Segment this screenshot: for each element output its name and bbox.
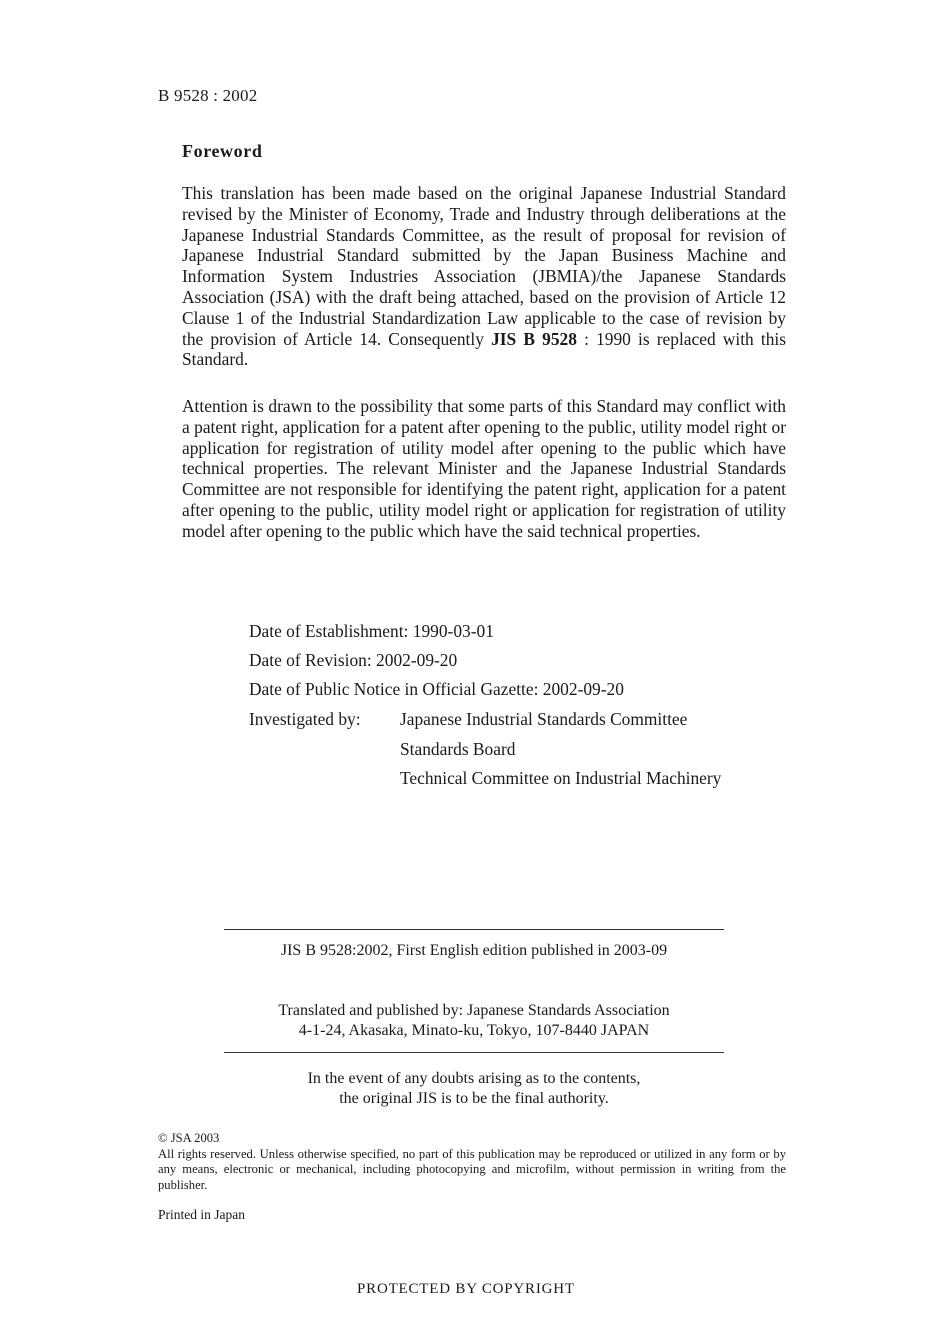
- standard-code: B 9528 : 2002: [158, 86, 258, 105]
- dates-block: [249, 620, 624, 707]
- date-establishment: [249, 620, 624, 649]
- date-gazette: [249, 678, 624, 707]
- date-revision-label: Date of Revision:: [249, 650, 372, 670]
- authority-note: [224, 1069, 724, 1109]
- investigated-label: Investigated by:: [249, 709, 361, 729]
- publisher-line-1: Translated and published by: Japanese Standards Association: [278, 1002, 670, 1019]
- investigated-line-3: Technical Committee on Industrial Machinery: [400, 768, 722, 788]
- investigated-line-2: Standards Board: [400, 738, 516, 759]
- protected-notice: PROTECTED BY COPYRIGHT: [357, 1281, 575, 1297]
- printed-in: Printed in Japan: [158, 1207, 245, 1222]
- investigated-line-1: Japanese Industrial Standards Committee: [400, 709, 688, 729]
- foreword-title: Foreword: [182, 141, 263, 161]
- copyright-owner: © JSA 2003: [158, 1131, 220, 1145]
- date-revision-value: 2002-09-20: [376, 650, 458, 670]
- date-gazette-label: Date of Public Notice in Official Gazette:: [249, 679, 539, 699]
- date-establishment-label: Date of Establishment:: [249, 621, 409, 641]
- copyright-block: [158, 1131, 786, 1193]
- foreword-p1-text: This translation has been made based on the original Japanese Industrial Standard revised by the Minister of Economy, Trade and Industry through deliberations at the Japanese Industrial Standards Committee, as the result of proposal for revision of Japanese Industrial Standard submitted by the Japan Business Machine and Information System Industries Association (JBMIA)/the Japanese Standards Association (JSA) with the draft being attached, based on the provision of Article 12 Clause 1 of the Industrial Standardization Law applicable to the case of revision by the provision of Article 14. Consequently: [182, 183, 786, 349]
- publisher-address: 4-1-24, Akasaka, Minato-ku, Tokyo, 107-8440 JAPAN: [298, 1022, 650, 1039]
- date-revision: [249, 649, 624, 678]
- rights-statement: All rights reserved. Unless otherwise specified, no part of this publication may be reproduced or utilized in any form or by any means, electronic or mechanical, including photocopying and microfilm, without permission in writing from the publisher.: [158, 1146, 786, 1192]
- authority-note-line-2: the original JIS is to be the final authority.: [339, 1090, 609, 1107]
- foreword-paragraph-2: Attention is drawn to the possibility that some parts of this Standard may conflict with a patent right, application for a patent after opening to the public, utility model right or application for registration of utility model after opening to the public which have technical properties. The relevant Minister and the Japanese Industrial Standards Committee are not responsible for identifying the patent right, application for a patent after opening to the public, utility model right or application for registration of utility model after opening to the public which have the said technical properties.: [182, 396, 786, 541]
- foreword-paragraph-1: [182, 183, 786, 370]
- foreword-p1-end: : 1990 is replaced with this Standard.: [182, 328, 787, 370]
- authority-note-line-1: In the event of any doubts arising as to the contents,: [307, 1070, 641, 1087]
- edition-note: JIS B 9528:2002, First English edition published in 2003-09: [280, 942, 668, 959]
- publisher-block: [224, 1001, 724, 1041]
- divider-bottom: [224, 1052, 724, 1053]
- divider-top: [224, 929, 724, 930]
- investigated-values: [400, 709, 770, 798]
- replaced-standard-code: JIS B 9528: [491, 328, 577, 349]
- date-gazette-value: 2002-09-20: [542, 679, 624, 699]
- date-establishment-value: 1990-03-01: [412, 621, 494, 641]
